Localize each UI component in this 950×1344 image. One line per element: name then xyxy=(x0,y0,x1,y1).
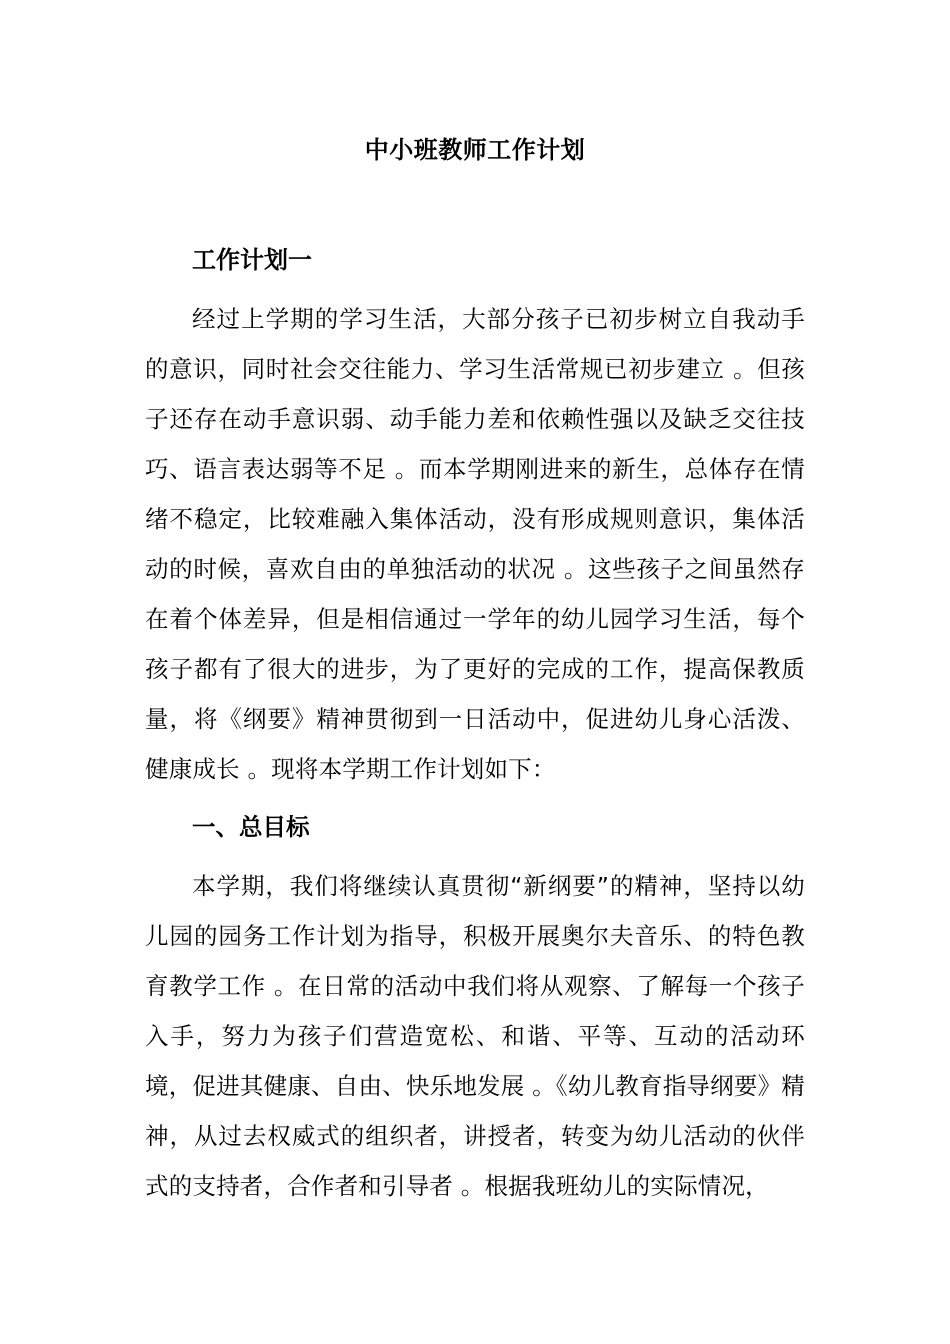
section-heading: 工作计划一 xyxy=(192,246,312,274)
paragraph-goal: 本学期，我们将继续认真贯彻“新纲要”的精神，坚持以幼儿园的园务工作计划为指导，积极开展奥尔夫音乐、的特色教育教学工作 。在日常的活动中我们将从观察、了解每一个孩子入手，努力为孩子们营造宽松、和谐、平等、互动的活动环境，促进其健康、自由、快乐地发展 。《幼儿教育指导纲要》精神，从过去权威式的组织者，讲授者，转变为幼儿活动的伙伴式的支持者，合作者和引导者 。根据我班幼儿的实际情况， xyxy=(145,872,805,1200)
paragraph-intro: 经过上学期的学习生活，大部分孩子已初步树立自我动手的意识，同时社会交往能力、学习生活常规已初步建立 。但孩子还存在动手意识弱、动手能力差和依赖性强以及缺乏交往技巧、语言表达弱等不足 。而本学期刚进来的新生，总体存在情绪不稳定，比较难融入集体活动，没有形成规则意识，集体活动的时候，喜欢自由的单独活动的状况 。这些孩子之间虽然存在着个体差异，但是相信通过一学年的幼儿园学习生活，每个孩子都有了很大的进步，为了更好的完成的工作，提高保教质量，将《纲要》精神贯彻到一日活动中，促进幼儿身心活泼、健康成长 。现将本学期工作计划如下： xyxy=(145,305,805,783)
document-title: 中小班教师工作计划 xyxy=(364,136,586,164)
subheading-overall-goal: 一、总目标 xyxy=(192,813,310,841)
